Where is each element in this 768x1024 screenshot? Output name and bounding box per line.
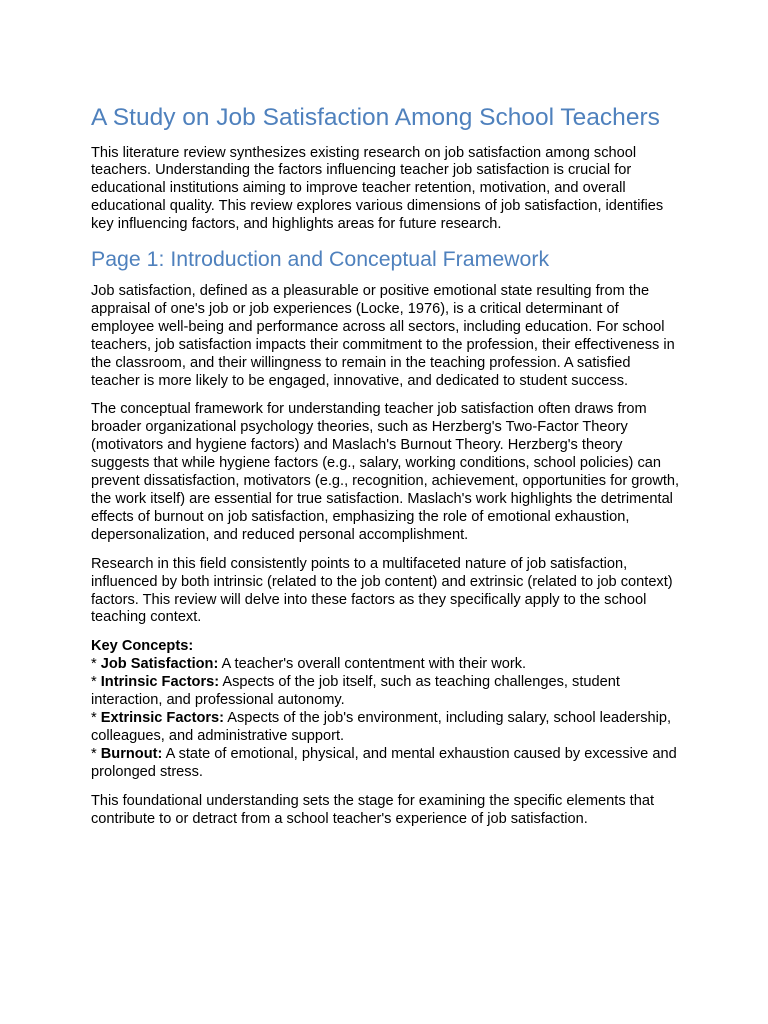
key-concepts-heading: Key Concepts: — [91, 638, 194, 655]
concept-bullet: * — [91, 656, 101, 673]
concept-term: Burnout: — [100, 745, 163, 762]
concept-term: Job Satisfaction: — [100, 656, 219, 673]
concept-definition: Aspects of the job itself, such as teaching challenges, student interaction, and professional autonomy. — [91, 674, 620, 709]
concept-bullet: * — [91, 674, 101, 691]
concept-term: Extrinsic Factors: — [100, 709, 225, 726]
body-paragraph-1: Job satisfaction, defined as a pleasurable or positive emotional state resulting from the appraisal of one's job or job experiences (Locke, 1976), is a critical determinant of employee well-being and performance across all sectors, including education. For school teachers, job satisfaction impacts their commitment to the profession, their effectiveness in the classroom, and their willingness to remain in the teaching profession. A satisfied teacher is more likely to be engaged, innovative, and dedicated to student success. — [91, 283, 675, 389]
concept-bullet: * — [91, 745, 101, 762]
document-title: A Study on Job Satisfaction Among School Teachers — [91, 104, 660, 131]
concept-bullet: * — [91, 709, 101, 726]
concept-definition: A state of emotional, physical, and mental exhaustion caused by excessive and prolonged stress. — [91, 745, 677, 780]
concept-definition: A teacher's overall contentment with their work. — [218, 656, 527, 673]
closing-paragraph: This foundational understanding sets the stage for examining the specific elements that contribute to or detract from a school teacher's experience of job satisfaction. — [91, 792, 655, 827]
body-paragraph-3: Research in this field consistently points to a multifaceted nature of job satisfaction, influenced by both intrinsic (related to the job content) and extrinsic (related to job context) factors. This review will delve into these factors as they specifically apply to the school teaching context. — [91, 555, 673, 626]
document-page — [91, 103, 681, 839]
intro-paragraph: This literature review synthesizes existing research on job satisfaction among school teachers. Understanding the factors influencing teacher job satisfaction is crucial for educational institutions aiming to improve teacher retention, motivation, and overall educational quality. This review explores various dimensions of job satisfaction, identifies key influencing factors, and highlights areas for future research. — [91, 144, 664, 233]
concept-item — [91, 656, 681, 674]
concept-term: Intrinsic Factors: — [100, 674, 220, 691]
concept-definition: Aspects of the job's environment, including salary, school leadership, colleagues, and administrative support. — [91, 709, 672, 744]
body-paragraph-2: The conceptual framework for understanding teacher job satisfaction often draws from broader organizational psychology theories, such as Herzberg's Two-Factor Theory (motivators and hygiene factors) and Maslach's Burnout Theory. Herzberg's theory suggests that while hygiene factors (e.g., salary, working conditions, school policies) can prevent dissatisfaction, motivators (e.g., recognition, achievement, opportunities for growth, the work itself) are essential for true satisfaction. Maslach's work highlights the detrimental effects of burnout on job satisfaction, emphasizing the role of emotional exhaustion, depersonalization, and reduced personal accomplishment. — [91, 401, 680, 543]
concept-item — [91, 746, 681, 782]
concept-item — [91, 674, 681, 710]
key-concepts-list — [91, 638, 681, 781]
concept-item — [91, 710, 681, 746]
section-heading: Page 1: Introduction and Conceptual Framework — [91, 247, 550, 272]
